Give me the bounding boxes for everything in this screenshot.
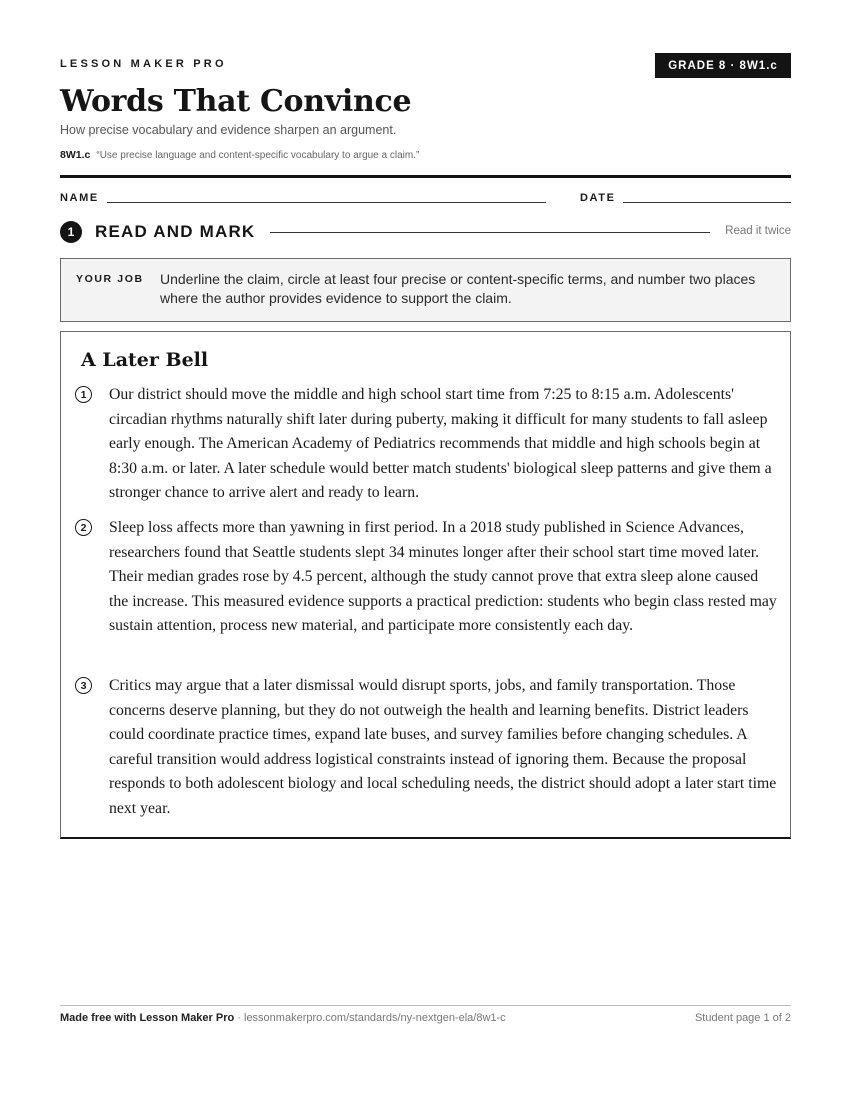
standard-code: 8W1.c xyxy=(60,149,91,161)
standard-line xyxy=(60,149,419,161)
date-label: DATE xyxy=(580,192,616,204)
paragraph-text: Our district should move the middle and high school start time from 7:25 to 8:15 a.m. Adolescents' circadian rhythms naturally shift later during puberty, making it difficult for many students to fall asleep early enough. The American Academy of Pediatrics recommends that middle and high schools begin at 8:30 a.m. or later. A later schedule would better match students' biological sleep patterns and give them a stronger chance to arrive alert and ready to learn. xyxy=(109,386,772,502)
section-divider xyxy=(270,232,710,233)
footer-brand: Made free with Lesson Maker Pro xyxy=(60,1012,235,1024)
section-hint: Read it twice xyxy=(725,225,791,237)
instructions-text: Underline the claim, circle at least four precise or content-specific terms, and number two places where the author provides evidence to support the claim. xyxy=(160,271,756,306)
section-number-badge: 1 xyxy=(60,221,82,243)
paragraph-number: 3 xyxy=(75,677,92,694)
passage-title: A Later Bell xyxy=(81,349,209,371)
section-title: READ AND MARK xyxy=(95,222,256,241)
worksheet-page xyxy=(60,0,791,1100)
footer-divider xyxy=(60,1005,791,1006)
paragraph-text: Critics may argue that a later dismissal would disrupt sports, jobs, and family transportation. Those concerns deserve planning, but they do not outweigh the health and learning benefits. District leaders could coordinate practice times, expand late buses, and survey families before changing schedules. A careful transition would address logistical constraints instead of ignoring them. Because the proposal responds to both adolescent biology and local scheduling needs, the district should adopt a later start time next year. xyxy=(109,677,777,817)
instructions-box xyxy=(60,258,791,322)
worksheet-title: Words That Convince xyxy=(60,84,412,119)
name-field[interactable] xyxy=(107,202,546,203)
footer xyxy=(60,1012,791,1024)
brand-name: LESSON MAKER PRO xyxy=(60,58,227,70)
page-indicator: Student page 1 of 2 xyxy=(694,1012,791,1024)
standard-text: “Use precise language and content-specific vocabulary to argue a claim.” xyxy=(96,150,420,161)
footer-url[interactable]: · lessonmakerpro.com/standards/ny-nextgen-ela/8w1-c xyxy=(234,1012,506,1024)
worksheet-subtitle: How precise vocabulary and evidence sharpen an argument. xyxy=(60,123,397,137)
section-header xyxy=(60,221,791,243)
name-date-row xyxy=(60,192,791,206)
instructions-label: YOUR JOB xyxy=(76,273,144,285)
paragraph-number: 1 xyxy=(75,386,92,403)
reading-passage xyxy=(60,331,791,839)
paragraph-text: Sleep loss affects more than yawning in first period. In a 2018 study published in Science Advances, researchers found that Seattle students slept 34 minutes longer after their school start time moved later. Their median grades rose by 4.5 percent, although the study cannot prove that extra sleep alone caused the increase. This measured evidence supports a practical prediction: students who begin class rested may sustain attention, process new material, and participate more consistently each day. xyxy=(109,519,777,635)
paragraph-number: 2 xyxy=(75,519,92,536)
grade-badge: GRADE 8 · 8W1.c xyxy=(655,53,791,78)
name-label: NAME xyxy=(60,192,99,204)
header-divider xyxy=(60,175,791,178)
date-field[interactable] xyxy=(623,202,791,203)
